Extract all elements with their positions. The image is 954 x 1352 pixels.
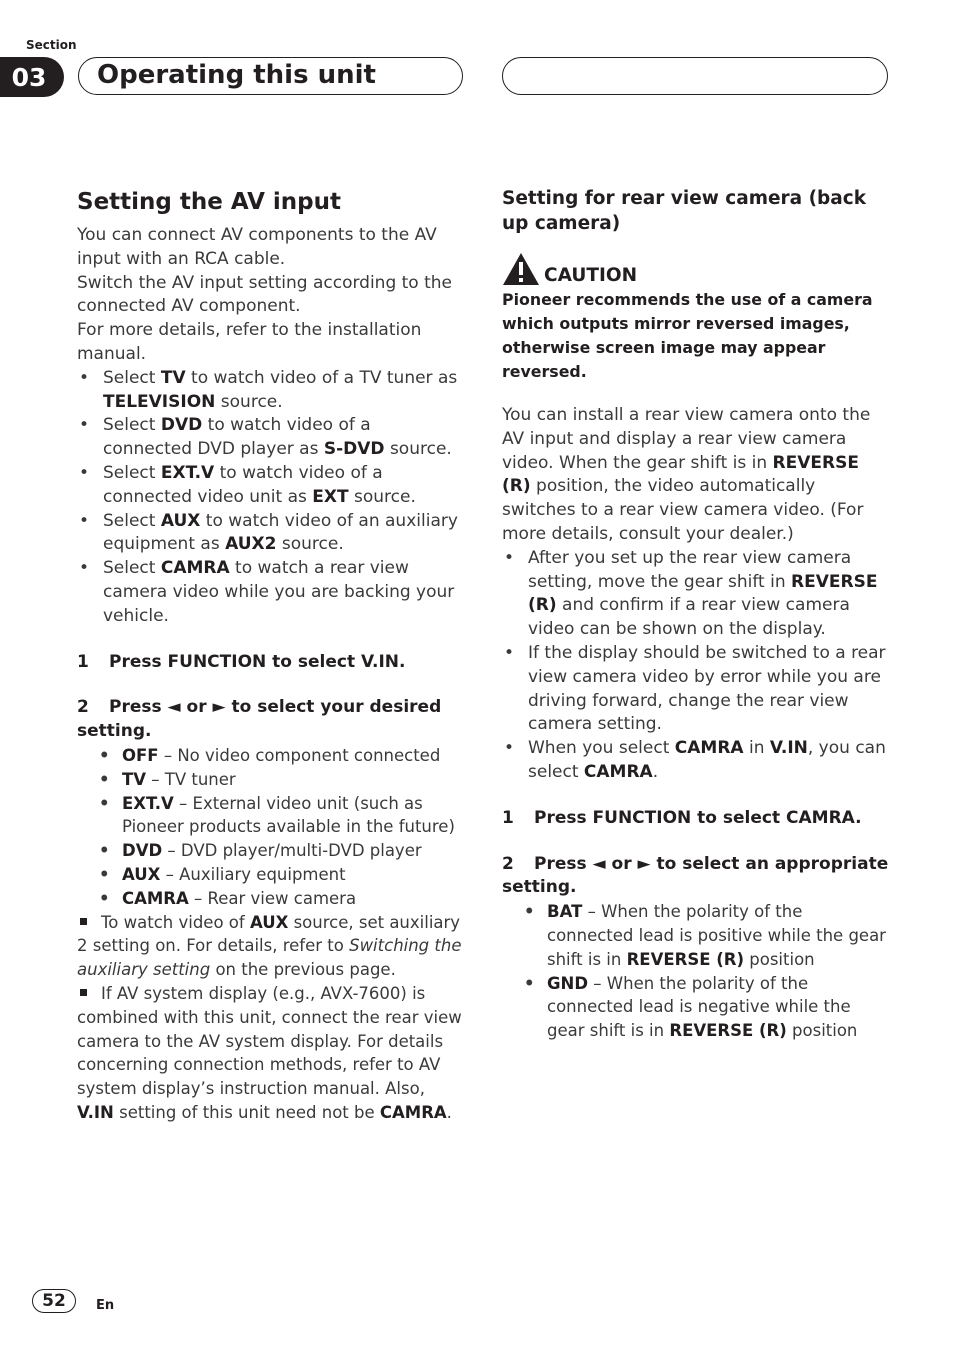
intro-paragraph-2: Switch the AV input setting according to the connected AV component. (77, 272, 453, 317)
list-item: • Select CAMRA to watch a rear view camera video while you are backing your vehicle. (77, 557, 465, 628)
list-item: • Select DVD to watch video of a connected DVD player as S-DVD source. (77, 414, 465, 462)
polarity-options-list (502, 900, 892, 1043)
list-item: • When you select CAMRA in V.IN, you can select CAMRA. (502, 737, 892, 785)
setting-options-list (77, 744, 465, 911)
header-blank-frame (502, 57, 888, 95)
caution-text: Pioneer recommends the use of a camera which outputs mirror reversed images, otherwise screen image may appear reversed. (502, 290, 873, 381)
section-number-badge: 03 (0, 57, 64, 97)
note-marker-icon (80, 918, 87, 925)
list-item: • Select AUX to watch video of an auxiliary equipment as AUX2 source. (77, 510, 465, 558)
rear-camera-body: You can install a rear view camera onto the AV input and display a rear view camera video. When the gear shift is in REVERSE (R) position, the video automatically switches to a rear view camera video. (For more details, consult your dealer.) (502, 405, 871, 544)
list-item: • EXT.V – External video unit (such as Pioneer products available in the future) (77, 792, 465, 840)
step-2: 2 Press ◄ or ► to select an appropriate setting. (502, 853, 889, 898)
note-marker-icon (80, 989, 87, 996)
list-item: • Select EXT.V to watch video of a connected video unit as EXT source. (77, 462, 465, 510)
list-item: • BAT – When the polarity of the connected lead is positive while the gear shift is in REVERSE (R) position (502, 900, 892, 971)
list-item: • OFF – No video component connected (77, 744, 465, 768)
list-item: • TV – TV tuner (77, 768, 465, 792)
right-column (502, 186, 892, 1043)
page-title-frame (78, 57, 463, 95)
list-item: • After you set up the rear view camera setting, move the gear shift in REVERSE (R) and confirm if a rear view camera video can be shown on the display. (502, 547, 892, 642)
note-aux: To watch video of AUX source, set auxiliary 2 setting on. For details, refer to Switching the auxiliary setting on the previous page. (77, 912, 462, 980)
step-1: 1 Press FUNCTION to select CAMRA. (502, 807, 862, 828)
left-column (77, 186, 465, 1125)
list-item: • AUX – Auxiliary equipment (77, 863, 465, 887)
list-item: • If the display should be switched to a rear view camera video by error while you are driving forward, change the rear view camera setting. (502, 642, 892, 737)
step-2: 2 Press ◄ or ► to select your desired setting. (77, 697, 442, 742)
rear-camera-bullets (502, 547, 892, 785)
source-select-list (77, 367, 465, 629)
page-title: Operating this unit (97, 60, 376, 90)
list-item: • DVD – DVD player/multi-DVD player (77, 839, 465, 863)
intro-paragraph-1: You can connect AV components to the AV input with an RCA cable. (77, 225, 437, 269)
note-av-system: If AV system display (e.g., AVX-7600) is combined with this unit, connect the rear view camera to the AV system display. For details concerning connection methods, refer to AV system display’s instruction manual. Also, V.IN setting of this unit need not be CAMRA. (77, 983, 462, 1122)
list-item: • GND – When the polarity of the connected lead is negative while the gear shift is in REVERSE (R) position (502, 972, 892, 1043)
list-item: • CAMRA – Rear view camera (77, 887, 465, 911)
section-label: Section (26, 38, 77, 52)
intro-paragraph-3: For more details, refer to the installation manual. (77, 320, 422, 364)
caution-label: CAUTION (544, 265, 638, 286)
page-number: 52 (32, 1289, 76, 1313)
list-item: • Select TV to watch video of a TV tuner as TELEVISION source. (77, 367, 465, 415)
warning-triangle-icon (502, 252, 540, 286)
caution-header (502, 252, 892, 286)
subsection-heading: Setting for rear view camera (back up camera) (502, 188, 867, 234)
section-heading: Setting the AV input (77, 189, 341, 215)
language-label: En (96, 1298, 115, 1313)
step-1: 1 Press FUNCTION to select V.IN. (77, 651, 406, 672)
